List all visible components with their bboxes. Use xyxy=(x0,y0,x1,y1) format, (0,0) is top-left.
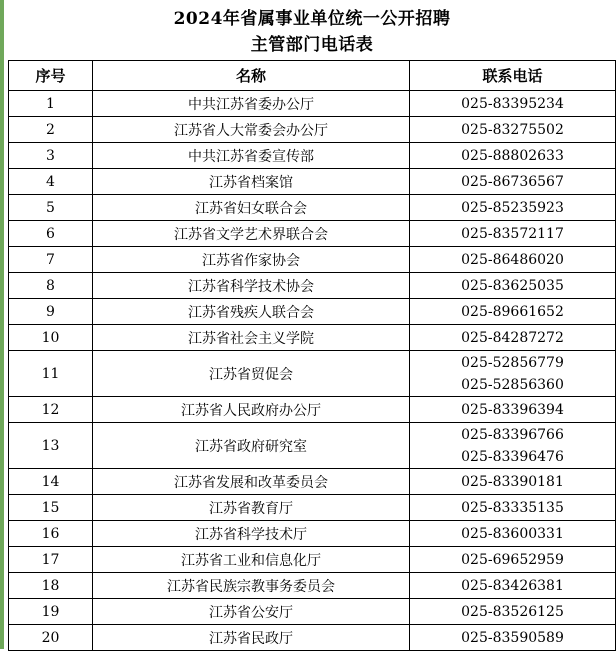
page-title: 2024年省属事业单位统一公开招聘 xyxy=(173,9,451,29)
cell-phone xyxy=(410,299,616,325)
cell-phone xyxy=(410,195,616,221)
cell-name: 江苏省文学艺术界联合会 xyxy=(93,221,410,247)
cell-number: 14 xyxy=(9,469,93,495)
table-row xyxy=(9,351,616,397)
cell-name: 江苏省教育厅 xyxy=(93,495,410,521)
phone-number: 025-86736567 xyxy=(461,173,564,190)
phone-number: 025-83590589 xyxy=(461,629,564,646)
header-phone: 联系电话 xyxy=(410,61,616,91)
table-row xyxy=(9,143,616,169)
table-row xyxy=(9,573,616,599)
table-row xyxy=(9,169,616,195)
phone-number: 025-83396476 xyxy=(461,448,564,465)
table-row xyxy=(9,469,616,495)
cell-number: 4 xyxy=(9,169,93,195)
table-row xyxy=(9,625,616,651)
cell-number: 9 xyxy=(9,299,93,325)
cell-phone xyxy=(410,573,616,599)
page-subtitle: 主管部门电话表 xyxy=(250,35,374,55)
header-number: 序号 xyxy=(9,61,93,91)
phone-number: 025-69652959 xyxy=(461,551,564,568)
cell-number: 19 xyxy=(9,599,93,625)
phone-number: 025-52856779 xyxy=(461,354,564,371)
cell-phone xyxy=(410,351,616,397)
table-row xyxy=(9,547,616,573)
phone-number: 025-83390181 xyxy=(461,473,564,490)
table-row xyxy=(9,521,616,547)
table-row xyxy=(9,221,616,247)
table-header-row xyxy=(9,61,616,91)
cell-number: 8 xyxy=(9,273,93,299)
cell-phone xyxy=(410,117,616,143)
cell-name: 江苏省发展和改革委员会 xyxy=(93,469,410,495)
phone-number: 025-83396766 xyxy=(461,426,564,443)
header-name: 名称 xyxy=(93,61,410,91)
cell-phone xyxy=(410,143,616,169)
cell-name: 中共江苏省委办公厅 xyxy=(93,91,410,117)
phone-number: 025-83572117 xyxy=(461,225,564,242)
cell-phone xyxy=(410,547,616,573)
cell-number: 2 xyxy=(9,117,93,143)
cell-phone xyxy=(410,247,616,273)
cell-phone xyxy=(410,397,616,423)
cell-name: 江苏省政府研究室 xyxy=(93,423,410,469)
cell-phone xyxy=(410,625,616,651)
cell-number: 11 xyxy=(9,351,93,397)
cell-phone xyxy=(410,599,616,625)
table-row xyxy=(9,423,616,469)
cell-name: 江苏省科学技术厅 xyxy=(93,521,410,547)
table-row xyxy=(9,495,616,521)
phone-number: 025-83526125 xyxy=(461,603,564,620)
cell-phone xyxy=(410,91,616,117)
cell-number: 3 xyxy=(9,143,93,169)
title-block xyxy=(8,0,616,60)
cell-phone xyxy=(410,423,616,469)
phone-number: 025-89661652 xyxy=(461,303,564,320)
phone-number: 025-83275502 xyxy=(461,121,564,138)
cell-number: 10 xyxy=(9,325,93,351)
cell-number: 12 xyxy=(9,397,93,423)
phone-number: 025-86486020 xyxy=(461,251,564,268)
cell-name: 江苏省民族宗教事务委员会 xyxy=(93,573,410,599)
table-row xyxy=(9,397,616,423)
cell-number: 1 xyxy=(9,91,93,117)
cell-number: 17 xyxy=(9,547,93,573)
cell-phone xyxy=(410,169,616,195)
cell-name: 江苏省民政厅 xyxy=(93,625,410,651)
table-row xyxy=(9,247,616,273)
cell-phone xyxy=(410,273,616,299)
phone-number: 025-83426381 xyxy=(461,577,564,594)
phone-number: 025-83625035 xyxy=(461,277,564,294)
cell-phone xyxy=(410,495,616,521)
cell-number: 5 xyxy=(9,195,93,221)
table-row xyxy=(9,599,616,625)
table-row xyxy=(9,91,616,117)
phone-number: 025-83600331 xyxy=(461,525,564,542)
cell-number: 20 xyxy=(9,625,93,651)
cell-phone xyxy=(410,521,616,547)
cell-name: 江苏省贸促会 xyxy=(93,351,410,397)
phone-number: 025-52856360 xyxy=(461,376,564,393)
cell-phone xyxy=(410,221,616,247)
table-body xyxy=(9,91,616,651)
cell-name: 江苏省社会主义学院 xyxy=(93,325,410,351)
cell-name: 江苏省公安厅 xyxy=(93,599,410,625)
cell-number: 6 xyxy=(9,221,93,247)
cell-name: 江苏省工业和信息化厅 xyxy=(93,547,410,573)
phone-number: 025-84287272 xyxy=(461,329,564,346)
cell-name: 江苏省作家协会 xyxy=(93,247,410,273)
cell-number: 18 xyxy=(9,573,93,599)
cell-number: 7 xyxy=(9,247,93,273)
cell-name: 中共江苏省委宣传部 xyxy=(93,143,410,169)
cell-name: 江苏省残疾人联合会 xyxy=(93,299,410,325)
table-row xyxy=(9,195,616,221)
phone-number: 025-88802633 xyxy=(461,147,564,164)
table-row xyxy=(9,299,616,325)
cell-name: 江苏省妇女联合会 xyxy=(93,195,410,221)
table-row xyxy=(9,325,616,351)
phone-number: 025-83395234 xyxy=(461,95,564,112)
phone-number: 025-83335135 xyxy=(461,499,564,516)
table-row xyxy=(9,117,616,143)
cell-phone xyxy=(410,469,616,495)
cell-name: 江苏省科学技术协会 xyxy=(93,273,410,299)
phone-number: 025-83396394 xyxy=(461,401,564,418)
cell-number: 16 xyxy=(9,521,93,547)
cell-name: 江苏省人民政府办公厅 xyxy=(93,397,410,423)
phone-table xyxy=(8,60,616,651)
table-row xyxy=(9,273,616,299)
cell-name: 江苏省档案馆 xyxy=(93,169,410,195)
cell-phone xyxy=(410,325,616,351)
cell-name: 江苏省人大常委会办公厅 xyxy=(93,117,410,143)
phone-number: 025-85235923 xyxy=(461,199,564,216)
cell-number: 15 xyxy=(9,495,93,521)
cell-number: 13 xyxy=(9,423,93,469)
